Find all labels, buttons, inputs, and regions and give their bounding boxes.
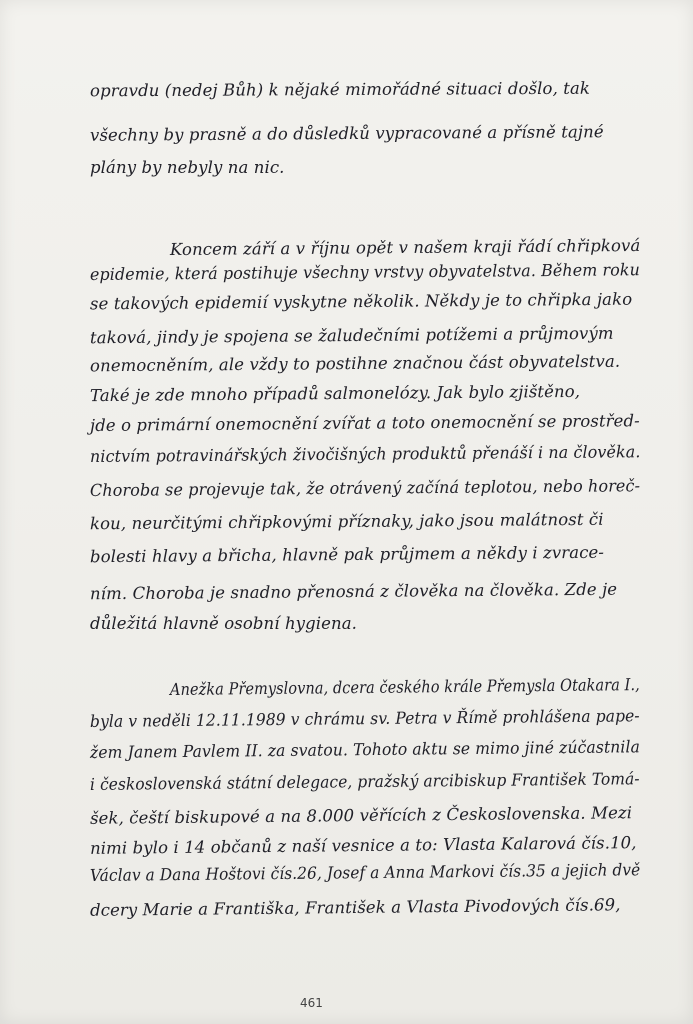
text-line: žem Janem Pavlem II. za svatou. Tohoto aktu se mimo jiné zúčastnila: [89, 737, 641, 762]
text-line: opravdu (nedej Bůh) k nějaké mimořádné situaci došlo, tak: [89, 78, 591, 101]
text-line: se takových epidemií vyskytne několik. Někdy je to chřipka jako: [89, 289, 633, 314]
text-line: Také je zde mnoho případů salmonelózy. Jak bylo zjištěno,: [89, 381, 581, 406]
text-line: nictvím potravinářských živočišných produktů přenáší i na člověka.: [89, 442, 641, 466]
text-line: dcery Marie a Františka, František a Vlasta Pivodových čís.69,: [89, 895, 621, 920]
text-line: byla v neděli 12.11.1989 v chrámu sv. Petra v Římě prohlášena pape-: [89, 706, 640, 731]
text-line: ním. Choroba je snadno přenosná z člověka na člověka. Zde je: [89, 579, 618, 604]
text-line: Koncem září a v říjnu opět v našem kraji řádí chřipková: [169, 235, 641, 260]
text-line: epidemie, která postihuje všechny vrstvy obyvatelstva. Během roku: [89, 260, 640, 284]
text-line: nimi bylo i 14 občanů z naší vesnice a to: Vlasta Kalarová čís.10,: [89, 833, 637, 858]
text-line: důležitá hlavně osobní hygiena.: [90, 614, 358, 633]
text-line: šek, čeští biskupové a na 8.000 věřících z Československa. Mezi: [89, 803, 633, 828]
text-line: kou, neurčitými chřipkovými příznaky, jako jsou malátnost či: [89, 509, 604, 534]
text-line: taková, jindy je spojena se žaludečními potížemi a průjmovým: [89, 323, 614, 348]
text-line: onemocněním, ale vždy to postihne značnou část obyvatelstva.: [89, 351, 621, 376]
text-line: všechny by prasně a do důsledků vypracované a přísně tajné: [89, 122, 604, 145]
text-line: jde o primární onemocnění zvířat a toto onemocnění se prostřed-: [89, 411, 640, 435]
text-line: Choroba se projevuje tak, že otrávený začíná teplotou, nebo horeč-: [89, 476, 641, 500]
page-number: 461: [300, 996, 323, 1010]
text-line: Anežka Přemyslovna, dcera českého krále Přemysla Otakara I.,: [169, 675, 640, 699]
text-line: plány by nebyly na nic.: [90, 158, 285, 177]
text-line: i československá státní delegace, pražský arcibiskup František Tomá-: [89, 769, 640, 794]
text-line: Václav a Dana Hoštovi čís.26, Josef a Anna Markovi čís.35 a jejich dvě: [89, 860, 641, 885]
text-line: bolesti hlavy a břicha, hlavně pak průjmem a někdy i zvrace-: [89, 542, 605, 567]
